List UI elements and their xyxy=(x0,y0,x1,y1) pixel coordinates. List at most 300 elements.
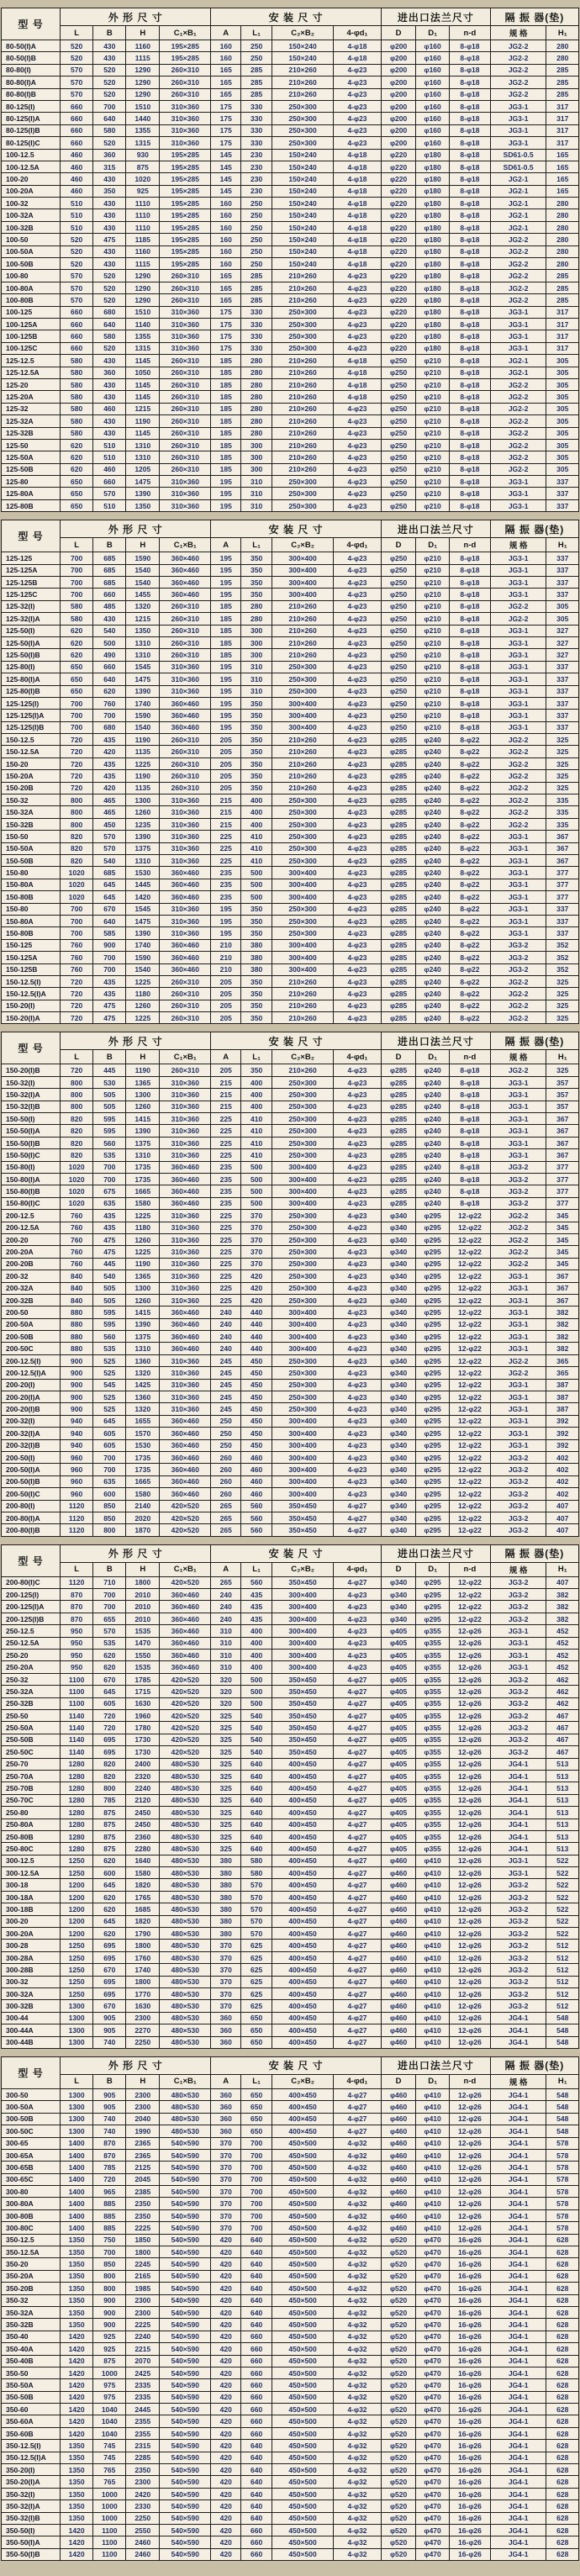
value-cell: 370 xyxy=(211,1964,241,1976)
model-cell: 150-20B xyxy=(2,782,61,794)
value-cell: 520 xyxy=(61,245,93,257)
value-cell: φ240 xyxy=(416,818,450,830)
value-cell: φ250 xyxy=(382,577,416,589)
value-cell: 310 xyxy=(211,1661,241,1673)
value-cell: 195 xyxy=(211,673,241,685)
value-cell: 520 xyxy=(93,342,126,354)
model-cell: 125-125B xyxy=(2,577,61,589)
value-cell: 150×240 xyxy=(272,40,334,52)
table-row xyxy=(2,589,579,600)
value-cell: 4-φ23 xyxy=(333,1379,381,1391)
value-cell: φ210 xyxy=(416,378,450,390)
value-cell: 540×590 xyxy=(160,2198,211,2209)
value-cell: 640 xyxy=(241,2500,272,2512)
value-cell: φ410 xyxy=(416,2198,450,2209)
value-cell: 285 xyxy=(241,282,272,293)
value-cell: 420×520 xyxy=(160,1697,211,1709)
value-cell: 12-φ26 xyxy=(450,1722,491,1734)
value-cell: 300×400 xyxy=(272,891,334,903)
model-cell: 150-50B xyxy=(2,855,61,867)
value-cell: 8-φ18 xyxy=(450,1113,491,1125)
model-cell: 300-18B xyxy=(2,1903,61,1915)
value-cell: 4-φ23 xyxy=(333,100,381,112)
value-cell: 4-φ23 xyxy=(333,1488,381,1500)
value-cell: φ460 xyxy=(382,1940,416,1951)
value-cell: 160 xyxy=(211,234,241,245)
value-cell: 1850 xyxy=(126,2234,160,2246)
value-cell: 1760 xyxy=(126,1951,160,1963)
value-cell: 400 xyxy=(241,806,272,818)
value-cell: φ295 xyxy=(416,1306,450,1318)
value-cell: 175 xyxy=(211,318,241,330)
value-cell: 1260 xyxy=(126,1000,160,1011)
value-cell: φ340 xyxy=(382,1270,416,1282)
value-cell: 500 xyxy=(241,867,272,879)
value-cell: 250×300 xyxy=(272,1246,334,1258)
col-header-6: C₂×B₂ xyxy=(272,2074,334,2088)
value-cell: 360×460 xyxy=(160,710,211,721)
value-cell: 4-φ27 xyxy=(333,1879,381,1891)
value-cell: φ410 xyxy=(416,2000,450,2012)
table-row xyxy=(2,2512,579,2524)
table-row xyxy=(2,1367,579,1379)
value-cell: 250×300 xyxy=(272,318,334,330)
value-cell: 700 xyxy=(61,577,93,589)
value-cell: 4-φ27 xyxy=(333,1512,381,1523)
value-cell: 578 xyxy=(546,2149,579,2161)
value-cell: φ295 xyxy=(416,1379,450,1391)
value-cell: 365 xyxy=(546,1354,579,1366)
value-cell: 1540 xyxy=(126,564,160,576)
model-cell: 350-20 xyxy=(2,2258,61,2270)
value-cell: 12-φ22 xyxy=(450,1589,491,1601)
value-cell: 1115 xyxy=(126,52,160,64)
value-cell: 4-φ23 xyxy=(333,403,381,414)
value-cell: 525 xyxy=(93,1403,126,1415)
value-cell: 410 xyxy=(241,1149,272,1161)
value-cell: 1355 xyxy=(126,330,160,342)
value-cell: φ285 xyxy=(382,831,416,842)
table-row xyxy=(2,625,579,636)
value-cell: 765 xyxy=(93,2476,126,2488)
col-header-12: H₁ xyxy=(546,538,579,552)
value-cell: 745 xyxy=(93,2440,126,2452)
value-cell: 225 xyxy=(211,1222,241,1233)
value-cell: 570 xyxy=(241,1928,272,1940)
value-cell: 12-φ26 xyxy=(450,1976,491,1987)
value-cell: 370 xyxy=(211,2162,241,2173)
value-cell: 367 xyxy=(546,1282,579,1294)
value-cell: 215 xyxy=(211,806,241,818)
value-cell: φ410 xyxy=(416,1987,450,1999)
value-cell: 16-φ26 xyxy=(450,2294,491,2306)
value-cell: φ295 xyxy=(416,1403,450,1415)
value-cell: 650 xyxy=(61,476,93,488)
model-cell: 300-18A xyxy=(2,1891,61,1903)
table-row xyxy=(2,488,579,499)
value-cell: φ240 xyxy=(416,1000,450,1011)
value-cell: φ410 xyxy=(416,1891,450,1903)
value-cell: 540×590 xyxy=(160,2488,211,2499)
value-cell: φ520 xyxy=(382,2331,416,2342)
value-cell: 235 xyxy=(211,1173,241,1185)
value-cell: 360 xyxy=(93,149,126,161)
value-cell: JG3-1 xyxy=(490,625,546,636)
value-cell: 1790 xyxy=(126,1928,160,1940)
model-cell: 150-80 xyxy=(2,903,61,915)
table-row xyxy=(2,1210,579,1222)
value-cell: φ295 xyxy=(416,1500,450,1512)
value-cell: 350 xyxy=(241,577,272,589)
value-cell: 300 xyxy=(241,439,272,451)
value-cell: 8-φ18 xyxy=(450,77,491,88)
value-cell: 400 xyxy=(241,794,272,806)
table-row xyxy=(2,306,579,318)
value-cell: 12-φ26 xyxy=(450,1794,491,1806)
col-header-0: L xyxy=(61,1050,93,1064)
value-cell: JG3-2 xyxy=(490,1601,546,1613)
value-cell: 250×300 xyxy=(272,1391,334,1403)
value-cell: JG3-2 xyxy=(490,1161,546,1173)
value-cell: 16-φ26 xyxy=(450,2258,491,2270)
value-cell: 260×310 xyxy=(160,757,211,769)
table-row xyxy=(2,2258,579,2270)
col-header-9: D₁ xyxy=(416,1562,450,1576)
value-cell: 760 xyxy=(61,952,93,963)
value-cell: φ240 xyxy=(416,746,450,757)
value-cell: φ180 xyxy=(416,245,450,257)
value-cell: φ295 xyxy=(416,1451,450,1463)
value-cell: 12-φ26 xyxy=(450,2198,491,2209)
col-header-11: 规 格 xyxy=(490,538,546,552)
value-cell: 1190 xyxy=(126,415,160,427)
value-cell: 420 xyxy=(211,2306,241,2318)
value-cell: 660 xyxy=(241,2536,272,2548)
value-cell: 420 xyxy=(211,2391,241,2403)
value-cell: 850 xyxy=(93,2258,126,2270)
value-cell: φ285 xyxy=(382,903,416,915)
value-cell: φ410 xyxy=(416,2173,450,2185)
value-cell: 580 xyxy=(241,1855,272,1866)
value-cell: 380 xyxy=(211,1879,241,1891)
model-cell: 150-50A xyxy=(2,842,61,854)
value-cell: 520 xyxy=(61,258,93,270)
value-cell: JG4-1 xyxy=(490,2319,546,2331)
value-cell: 1280 xyxy=(61,1807,93,1819)
value-cell: 310 xyxy=(241,685,272,697)
value-cell: φ410 xyxy=(416,2101,450,2113)
value-cell: 540×590 xyxy=(160,2452,211,2463)
value-cell: 450×500 xyxy=(272,2525,334,2536)
table-row xyxy=(2,2234,579,2246)
value-cell: 540×590 xyxy=(160,2379,211,2391)
value-cell: φ470 xyxy=(416,2234,450,2246)
value-cell: 402 xyxy=(546,1475,579,1487)
model-cell: 150-50 xyxy=(2,831,61,842)
value-cell: 165 xyxy=(211,282,241,293)
value-cell: 4-φ23 xyxy=(333,1113,381,1125)
table-row xyxy=(2,124,579,136)
value-cell: 4-φ27 xyxy=(333,2012,381,2024)
value-cell: 430 xyxy=(93,258,126,270)
value-cell: φ180 xyxy=(416,149,450,161)
value-cell: JG3-1 xyxy=(490,488,546,499)
value-cell: 8-φ18 xyxy=(450,88,491,100)
value-cell: φ285 xyxy=(382,1012,416,1024)
value-cell: 1310 xyxy=(126,649,160,661)
value-cell: 330 xyxy=(241,100,272,112)
value-cell: 650 xyxy=(61,685,93,697)
value-cell: 1120 xyxy=(61,1512,93,1523)
value-cell: JG2-2 xyxy=(490,391,546,403)
value-cell: 345 xyxy=(546,1210,579,1222)
value-cell: 4-φ32 xyxy=(333,2258,381,2270)
value-cell: 360×460 xyxy=(160,1173,211,1185)
value-cell: φ410 xyxy=(416,1867,450,1879)
value-cell: φ410 xyxy=(416,2186,450,2198)
value-cell: JG3-2 xyxy=(490,1940,546,1951)
value-cell: JG3-1 xyxy=(490,831,546,842)
value-cell: 4-φ18 xyxy=(333,149,381,161)
value-cell: 185 xyxy=(211,649,241,661)
value-cell: 4-φ27 xyxy=(333,2113,381,2125)
value-cell: JG4-1 xyxy=(490,1830,546,1842)
value-cell: 625 xyxy=(241,1976,272,1987)
value-cell: 605 xyxy=(93,1697,126,1709)
value-cell: 365 xyxy=(546,1367,579,1379)
value-cell: φ410 xyxy=(416,2149,450,2161)
value-cell: 250×300 xyxy=(272,488,334,499)
value-cell: 195 xyxy=(211,710,241,721)
value-cell: 1280 xyxy=(61,1758,93,1770)
value-cell: 2250 xyxy=(126,2512,160,2524)
model-cell: 150-32A xyxy=(2,806,61,818)
value-cell: 2070 xyxy=(126,2355,160,2367)
value-cell: 260 xyxy=(211,1488,241,1500)
table-row xyxy=(2,270,579,282)
table-row xyxy=(2,439,579,451)
value-cell: 1455 xyxy=(126,589,160,600)
value-cell: 540×590 xyxy=(160,2476,211,2488)
value-cell: φ180 xyxy=(416,270,450,282)
value-cell: 1420 xyxy=(61,2343,93,2355)
value-cell: 570 xyxy=(61,282,93,293)
value-cell: 250×300 xyxy=(272,342,334,354)
value-cell: 4-φ27 xyxy=(333,1746,381,1758)
value-cell: 260×310 xyxy=(160,975,211,987)
value-cell: JG3-1 xyxy=(490,1318,546,1330)
value-cell: φ340 xyxy=(382,1306,416,1318)
model-cell: 250-80A xyxy=(2,1819,61,1830)
value-cell: 310×360 xyxy=(160,818,211,830)
value-cell: 12-φ22 xyxy=(450,1601,491,1613)
table-row xyxy=(2,721,579,733)
value-cell: JG3-1 xyxy=(490,1379,546,1391)
value-cell: 540×590 xyxy=(160,2355,211,2367)
value-cell: 452 xyxy=(546,1650,579,1661)
value-cell: 500 xyxy=(241,1673,272,1685)
value-cell: 720 xyxy=(61,1064,93,1076)
value-cell: 150×240 xyxy=(272,149,334,161)
value-cell: 160 xyxy=(211,40,241,52)
value-cell: 337 xyxy=(546,710,579,721)
value-cell: 310×360 xyxy=(160,1210,211,1222)
value-cell: 4-φ27 xyxy=(333,1976,381,1987)
model-cell: 150-80A xyxy=(2,915,61,926)
value-cell: 260 xyxy=(211,1451,241,1463)
value-cell: 4-φ23 xyxy=(333,488,381,499)
value-cell: φ210 xyxy=(416,673,450,685)
value-cell: 445 xyxy=(93,1064,126,1076)
value-cell: 315 xyxy=(93,161,126,172)
value-cell: 580 xyxy=(61,427,93,439)
model-cell: 250-80C xyxy=(2,1843,61,1855)
value-cell: 400×450 xyxy=(272,1976,334,1987)
value-cell: 210 xyxy=(211,952,241,963)
value-cell: 300×400 xyxy=(272,963,334,975)
value-cell: 1040 xyxy=(93,2415,126,2427)
value-cell: φ405 xyxy=(382,1843,416,1855)
value-cell: 620 xyxy=(93,1855,126,1866)
value-cell: 2450 xyxy=(126,1819,160,1830)
value-cell: 700 xyxy=(93,1589,126,1601)
table-row xyxy=(2,1673,579,1685)
value-cell: 245 xyxy=(211,1367,241,1379)
value-cell: φ240 xyxy=(416,988,450,1000)
value-cell: 570 xyxy=(61,88,93,100)
value-cell: φ410 xyxy=(416,1928,450,1940)
value-cell: 382 xyxy=(546,1318,579,1330)
table-row xyxy=(2,600,579,612)
value-cell: 660 xyxy=(241,2367,272,2378)
value-cell: 195×285 xyxy=(160,209,211,221)
value-cell: 2335 xyxy=(126,2379,160,2391)
value-cell: 570 xyxy=(93,831,126,842)
value-cell: 210×260 xyxy=(272,463,334,475)
value-cell: 905 xyxy=(93,2012,126,2024)
value-cell: 210×260 xyxy=(272,427,334,439)
value-cell: 1280 xyxy=(61,1794,93,1806)
value-cell: 420 xyxy=(241,1282,272,1294)
value-cell: φ520 xyxy=(382,2476,416,2488)
value-cell: 4-φ23 xyxy=(333,927,381,939)
value-cell: φ250 xyxy=(382,636,416,648)
value-cell: 4-φ18 xyxy=(333,367,381,378)
value-cell: 250×300 xyxy=(272,1076,334,1088)
value-cell: 235 xyxy=(211,1185,241,1197)
model-cell: 150-32(I)A xyxy=(2,1089,61,1101)
value-cell: 12-φ22 xyxy=(450,1512,491,1523)
value-cell: φ210 xyxy=(416,552,450,564)
value-cell: φ220 xyxy=(382,306,416,318)
value-cell: φ250 xyxy=(382,463,416,475)
value-cell: φ295 xyxy=(416,1270,450,1282)
value-cell: 250×300 xyxy=(272,794,334,806)
table-row xyxy=(2,1613,579,1624)
value-cell: 337 xyxy=(546,903,579,915)
value-cell: JG2-2 xyxy=(490,734,546,746)
value-cell: 377 xyxy=(546,867,579,879)
value-cell: JG4-1 xyxy=(490,2186,546,2198)
value-cell: 570 xyxy=(93,488,126,499)
value-cell: 1780 xyxy=(126,1722,160,1734)
value-cell: 640 xyxy=(241,1794,272,1806)
value-cell: 2460 xyxy=(126,2536,160,2548)
value-cell: JG3-1 xyxy=(490,636,546,648)
value-cell: φ340 xyxy=(382,1601,416,1613)
value-cell: 400×450 xyxy=(272,1843,334,1855)
model-cell: 250-12.5A xyxy=(2,1637,61,1649)
value-cell: φ410 xyxy=(416,2209,450,2221)
table-row xyxy=(2,1318,579,1330)
table-row xyxy=(2,52,579,64)
value-cell: φ210 xyxy=(416,589,450,600)
value-cell: φ355 xyxy=(416,1746,450,1758)
table-row xyxy=(2,952,579,963)
value-cell: φ240 xyxy=(416,782,450,794)
value-cell: 4-φ27 xyxy=(333,1576,381,1588)
value-cell: 4-φ32 xyxy=(333,2512,381,2524)
value-cell: 460 xyxy=(61,161,93,172)
value-cell: 1630 xyxy=(126,2000,160,2012)
value-cell: 12-φ26 xyxy=(450,1830,491,1842)
value-cell: 325 xyxy=(546,770,579,782)
value-cell: 8-φ18 xyxy=(450,600,491,612)
value-cell: φ340 xyxy=(382,1613,416,1624)
value-cell: 640 xyxy=(241,2488,272,2499)
value-cell: 450×500 xyxy=(272,2283,334,2294)
col-header-9: D₁ xyxy=(416,26,450,40)
value-cell: 740 xyxy=(93,2125,126,2137)
value-cell: φ240 xyxy=(416,1012,450,1024)
value-cell: 625 xyxy=(241,1940,272,1951)
value-cell: 1145 xyxy=(126,427,160,439)
table-row xyxy=(2,879,579,890)
value-cell: 628 xyxy=(546,2331,579,2342)
value-cell: 305 xyxy=(546,613,579,625)
value-cell: 540 xyxy=(241,1722,272,1734)
value-cell: 8-φ22 xyxy=(450,927,491,939)
value-cell: 310 xyxy=(211,1650,241,1661)
value-cell: φ340 xyxy=(382,1258,416,1270)
value-cell: 12-φ26 xyxy=(450,1782,491,1794)
value-cell: JG2-2 xyxy=(490,282,546,293)
table-row xyxy=(2,2186,579,2198)
value-cell: 400×450 xyxy=(272,1987,334,1999)
value-cell: 360×460 xyxy=(160,1613,211,1624)
value-cell: 370 xyxy=(211,1987,241,1999)
value-cell: φ240 xyxy=(416,1113,450,1125)
table-row xyxy=(2,939,579,951)
value-cell: 280 xyxy=(241,378,272,390)
value-cell: 578 xyxy=(546,2186,579,2198)
value-cell: 4-φ23 xyxy=(333,903,381,915)
value-cell: 512 xyxy=(546,1987,579,1999)
value-cell: 548 xyxy=(546,2012,579,2024)
value-cell: 16-φ26 xyxy=(450,2512,491,2524)
value-cell: 250×300 xyxy=(272,1282,334,1294)
value-cell: 240 xyxy=(211,1318,241,1330)
value-cell: 4-φ23 xyxy=(333,721,381,733)
value-cell: 420 xyxy=(241,1294,272,1306)
value-cell: 12-φ26 xyxy=(450,1686,491,1697)
value-cell: 360×460 xyxy=(160,1464,211,1475)
value-cell: 185 xyxy=(211,391,241,403)
value-cell: 337 xyxy=(546,577,579,589)
value-cell: φ405 xyxy=(382,1830,416,1842)
value-cell: 8-φ18 xyxy=(450,1064,491,1076)
value-cell: 210×260 xyxy=(272,294,334,306)
